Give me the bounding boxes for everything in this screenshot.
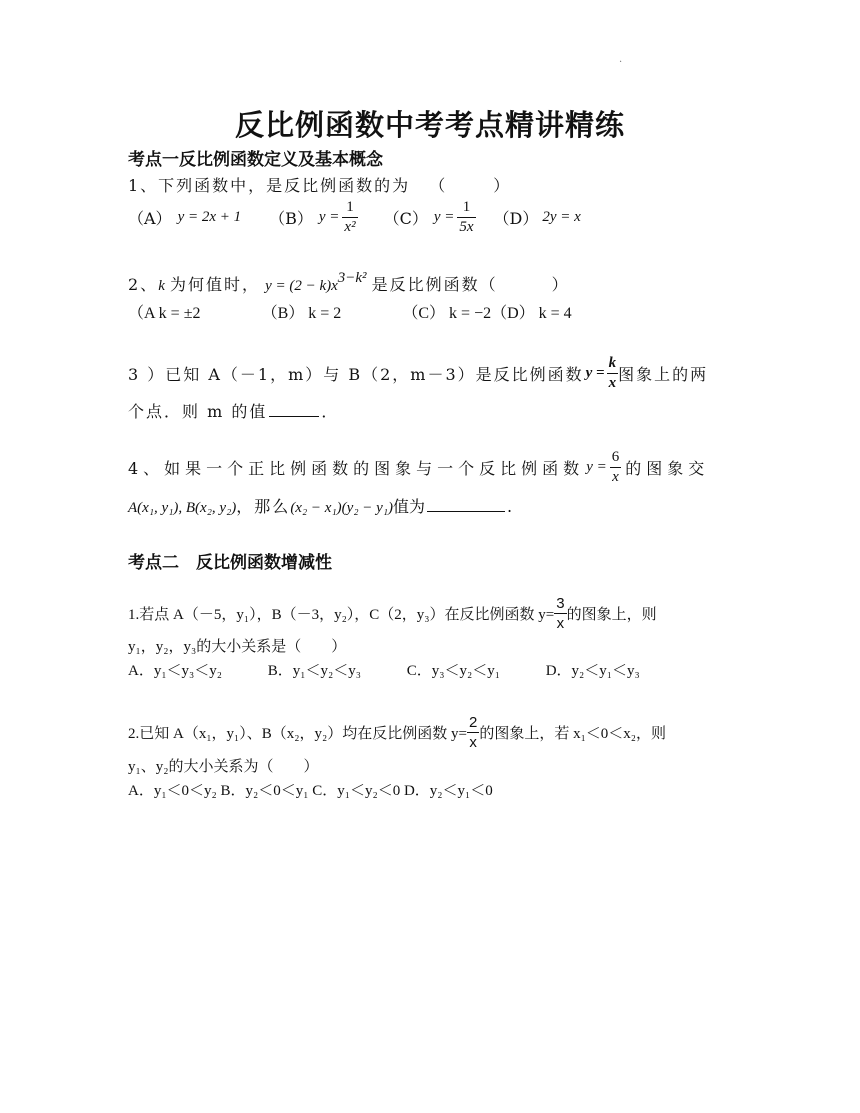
s2-q2-stem-text-2: 的图象上，若 x₁＜0＜x₂，则 [479,725,667,742]
q2-options [128,300,572,323]
corner-dot: . [619,54,623,65]
q3-stem-text-2: 图象上的两 [618,364,709,384]
s2-q2-options: A．y₁＜0＜y₂ B．y₂＜0＜y₁ C．y₁＜y₂＜0 D．y₂＜y₁＜0 [128,783,493,799]
page-title: 反比例函数中考考点精讲精练 [234,108,625,142]
s2-q1-options [128,659,640,680]
s2-q2-fraction-numerator: 2 [468,713,478,731]
q1-stem-text: 1、下列函数中，是反比例函数的为 [128,176,411,195]
q3-line2-end: ． [321,402,338,421]
s2-q2-fraction-denominator: x [469,733,477,751]
q1-option-d: 2y = x [542,209,581,225]
q1-option-d-label: （D） [493,209,539,228]
q4-line2-end: . [507,497,513,516]
section2-heading: 考点二 反比例函数增减性 [128,553,332,573]
q1-options [128,195,581,240]
q1-option-b-lhs: y = [318,209,340,225]
q1-option-b-denominator: x² [344,219,356,235]
q2-option-c: （C） k = −2（D） k = 4 [402,305,572,322]
s2-q1-option-d: D．y₂＜y₁＜y₃ [545,663,640,679]
q4-expression: (x₂ − x₁)(y₂ − y₁) [290,500,394,516]
q4-fraction-numerator: 6 [610,450,622,468]
q2-k: k [158,278,165,294]
q3-fraction [607,356,619,391]
q2-stem [128,270,570,295]
q3-answer-blank [269,400,319,417]
q4-line2 [128,494,512,517]
q2-prefix: 2、 [128,275,159,294]
q1-option-c-numerator: 1 [457,200,475,218]
s2-q2-fraction [467,715,479,750]
s2-q1-option-b: B．y₁＜y₂＜y₃ [267,663,361,679]
q3-fraction-lhs: y = [585,364,605,381]
q1-option-c-denominator: 5x [459,219,474,235]
q3-stem [128,348,708,398]
q2-option-b: （B） k = 2 [261,305,342,322]
q2-formula: y = (2 − k)x [265,278,338,294]
q4-fraction-denominator: x [612,468,619,485]
q3-fraction-numerator: k [607,356,619,374]
q4-points: A(x₁, y₁), B(x₂, y₂) [128,500,237,516]
q3-fraction-denominator: x [608,374,617,391]
q2-stem-text-2: 是反比例函数（ ） [371,275,570,294]
q1-answer-paren: （ ） [429,176,510,195]
q1-option-c-lhs: y = [433,209,455,225]
q1-option-b-label: （B） [269,209,313,228]
s2-q1-fraction-numerator: 3 [556,594,565,612]
q1-option-b-fraction [342,200,357,235]
q4-line2-text-2: 值为 [393,497,426,516]
q1-option-a: y = 2x + 1 [177,209,242,225]
q1-option-a-label: （A） [128,209,172,228]
q1-option-c-label: （C） [383,209,428,228]
s2-q1-stem [128,594,657,632]
s2-q1-option-c: C．y₃＜y₂＜y₁ [406,663,500,679]
q3-line2 [128,399,337,422]
q3-stem-text: 3 ）已知 A（－1，m）与 B（2，m－3）是反比例函数 [128,364,584,384]
s2-q2-stem [128,713,666,751]
q4-stem-text: 4、如果一个正比例函数的图象与一个反比例函数 [128,458,585,478]
q4-stem-text-2: 的图象交 [625,458,710,478]
q2-stem-text: 为何值时， [169,275,260,294]
q4-fraction-lhs: y = [586,458,607,475]
s2-q1-option-a: A．y₁＜y₃＜y₂ [128,663,223,679]
s2-q1-stem-text: 1.若点 A（－5，y₁），B（－3，y₂），C（2，y₃）在反比例函数 y= [128,606,555,623]
q2-option-a: （A k = ±2 [128,305,201,322]
s2-q1-line2: y₁，y₂，y₃的大小关系是（ ） [128,639,347,655]
s2-q2-line2: y₁、y₂的大小关系为（ ） [128,759,319,775]
q4-answer-blank [427,495,505,512]
s2-q1-fraction-denominator: x [556,614,565,632]
q1-stem [128,173,509,196]
q4-stem [128,443,709,491]
section1-heading: 考点一反比例函数定义及基本概念 [128,150,383,170]
s2-q1-fraction [554,596,566,631]
q4-line2-text: ，那么 [236,497,291,516]
q1-option-b-numerator: 1 [342,200,357,218]
s2-q2-stem-text: 2.已知 A（x₁，y₁）、B（x₂，y₂）均在反比例函数 y= [128,725,467,742]
q1-option-c-fraction [457,200,475,235]
q3-line2-text: 个点．则 m 的值 [128,402,268,421]
s2-q1-stem-text-2: 的图象上，则 [566,606,657,623]
q2-exponent: 3−k² [337,270,367,286]
q4-fraction [610,450,622,485]
